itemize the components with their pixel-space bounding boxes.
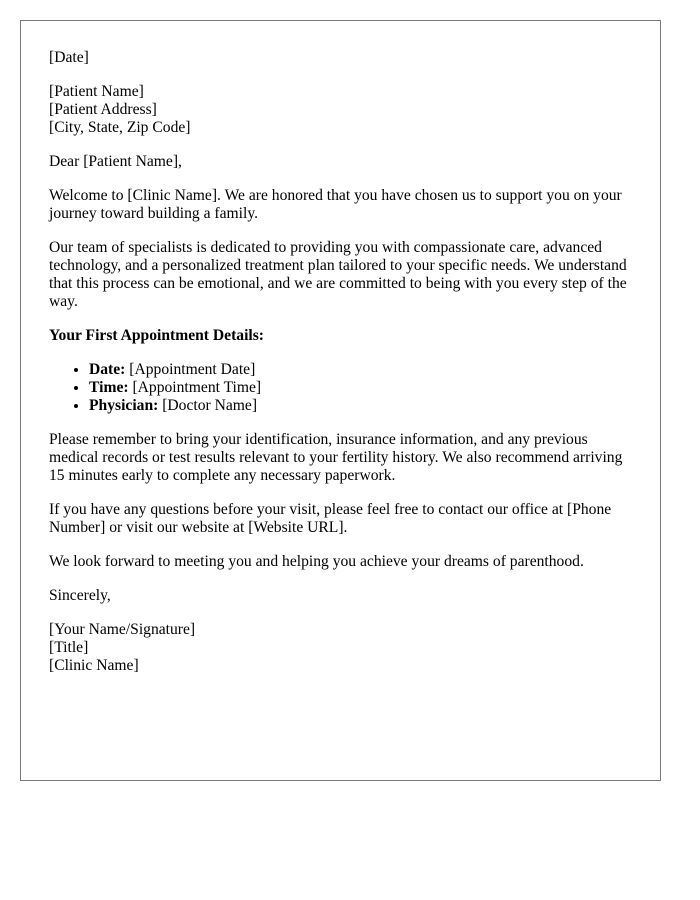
recipient-address: [Patient Address] xyxy=(49,101,157,118)
welcome-paragraph: Welcome to [Clinic Name]. We are honored that you have chosen us to support you on your journey toward building a family. xyxy=(49,187,622,222)
signature-title: [Title] xyxy=(49,639,89,656)
contact-paragraph: If you have any questions before your visit, please feel free to contact our office at [Phone Number] or visit our website at [Website URL]. xyxy=(49,501,612,536)
appointment-physician-label: Physician: xyxy=(89,397,159,414)
salutation: Dear [Patient Name], xyxy=(49,153,182,170)
appointment-details-heading: Your First Appointment Details: xyxy=(49,327,264,344)
recipient-address-block xyxy=(49,83,632,137)
appointment-time-label: Time: xyxy=(89,379,129,396)
appointment-date-label: Date: xyxy=(89,361,126,378)
appointment-date-item xyxy=(89,361,632,379)
appointment-time-item xyxy=(89,379,632,397)
appointment-date-value: [Appointment Date] xyxy=(125,361,256,378)
appointment-details-list xyxy=(49,361,632,415)
appointment-physician-item xyxy=(89,397,632,415)
appointment-physician-value: [Doctor Name] xyxy=(158,397,258,414)
signature-name: [Your Name/Signature] xyxy=(49,621,196,638)
appointment-time-value: [Appointment Time] xyxy=(128,379,262,396)
letter-date: [Date] xyxy=(49,49,89,66)
letter-page xyxy=(20,20,661,781)
signature-clinic: [Clinic Name] xyxy=(49,657,139,674)
signoff: Sincerely, xyxy=(49,587,111,604)
team-paragraph: Our team of specialists is dedicated to providing you with compassionate care, advanced technology, and a personalized treatment plan tailored to your specific needs. We understand that this process can be emotional, and we are committed to being with you every step of the way. xyxy=(49,239,627,310)
signature-block xyxy=(49,621,632,675)
recipient-city-state-zip: [City, State, Zip Code] xyxy=(49,119,191,136)
look-forward-paragraph: We look forward to meeting you and helping you achieve your dreams of parenthood. xyxy=(49,553,584,570)
recipient-name: [Patient Name] xyxy=(49,83,144,100)
bring-documents-paragraph: Please remember to bring your identification, insurance information, and any previous medical records or test results relevant to your fertility history. We also recommend arriving 15 minutes early to complete any necessary paperwork. xyxy=(49,431,623,484)
